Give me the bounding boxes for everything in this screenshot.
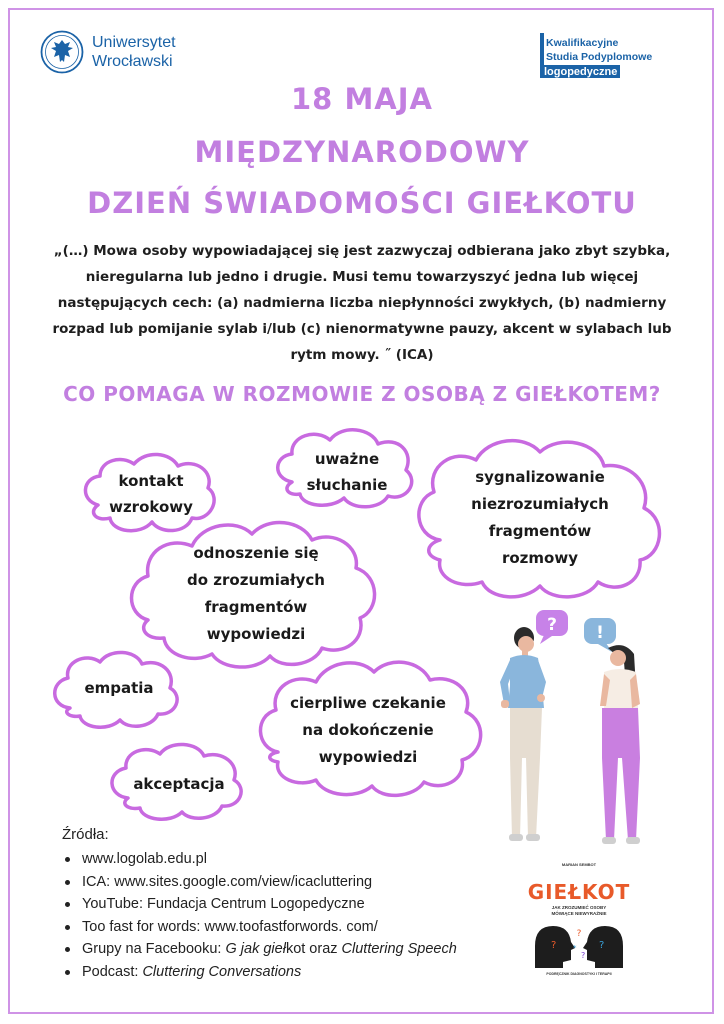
book-title: GIEŁKOT <box>527 880 631 904</box>
sources-heading: Źródła: <box>62 826 109 843</box>
title-line2: MIĘDZYNARODOWY <box>194 135 530 169</box>
svg-text:?: ? <box>576 929 582 939</box>
source-item: YouTube: Fundacja Centrum Logopedyczne <box>62 893 457 916</box>
book-footer: PODRĘCZNIK DIAGNOSTYKI I TERAPII <box>546 972 612 976</box>
university-name-line2: Wrocławski <box>92 53 173 70</box>
sources-list <box>62 848 457 984</box>
cloud-text-sygnalizowanie: sygnalizowanie niezrozumiałych fragmentów rozmowy <box>471 468 609 567</box>
source-item: www.logolab.edu.pl <box>62 848 457 871</box>
program-logo-line3: logopedyczne <box>540 65 620 78</box>
book-subtitle: JAK ZROZUMIEĆ OSOBY MÓWIĄCE NIEWYRAŹNIE <box>551 905 607 916</box>
title-date: 18 MAJA <box>291 82 433 116</box>
exclamation-mark: ! <box>596 623 604 643</box>
title-line3: DZIEŃ ŚWIADOMOŚCI GIEŁKOTU <box>87 186 637 220</box>
program-logo-line2: Studia Podyplomowe <box>546 51 653 63</box>
book-cover <box>515 862 643 990</box>
svg-text:?: ? <box>551 940 557 951</box>
svg-text:?: ? <box>581 951 586 960</box>
cloud-text-cierpliwe: cierpliwe czekanie na dokończenie wypowiedzi <box>290 694 446 766</box>
cloud-text-uwazne: uważne słuchanie <box>306 450 388 494</box>
man-figure-icon <box>500 627 546 841</box>
conversation-illustration <box>488 608 658 853</box>
cloud-text-akceptacja: akceptacja <box>133 775 225 793</box>
woman-figure-icon <box>600 645 640 844</box>
book-author: MARIAN SEMBOT <box>561 862 597 867</box>
question-bubble-icon <box>536 610 568 644</box>
university-name-line1: Uniwersytet <box>92 34 176 51</box>
source-item: Too fast for words: www.toofastforwords. com/ <box>62 916 457 939</box>
source-item: ICA: www.sites.google.com/view/icacluttering <box>62 871 457 894</box>
heads-icon <box>529 920 629 970</box>
program-logo-line1: Kwalifikacyjne <box>546 37 619 49</box>
svg-text:*: * <box>573 944 577 952</box>
source-item: Grupy na Facebooku: G jak giełkot oraz Cluttering Speech <box>62 938 457 961</box>
question-mark: ? <box>547 615 557 635</box>
source-item: Podcast: Cluttering Conversations <box>62 961 457 984</box>
cloud-text-kontakt: kontakt wzrokowy <box>109 472 193 516</box>
cloud-text-odnoszenie: odnoszenie się do zrozumiałych fragmentów wypowiedzi <box>187 544 325 643</box>
definition-quote: „(…) Mowa osoby wypowiadającej się jest zazwyczaj odbierana jako zbyt szybka, nieregularna lub jedno i drugie. Musi temu towarzyszyć jedna lub więcej następujących cech: (a) nadmierna liczba niepłynności zwykłych, (b) nadmierny rozpad lub pomijanie sylab i/lub (c) nienormatywne pauzy, akcent w sylabach lub rytm mowy. ˝ (ICA) <box>52 243 672 363</box>
cloud-text-empatia: empatia <box>84 679 154 697</box>
svg-text:?: ? <box>599 940 605 951</box>
section-subtitle: CO POMAGA W ROZMOWIE Z OSOBĄ Z GIEŁKOTEM? <box>63 382 661 406</box>
